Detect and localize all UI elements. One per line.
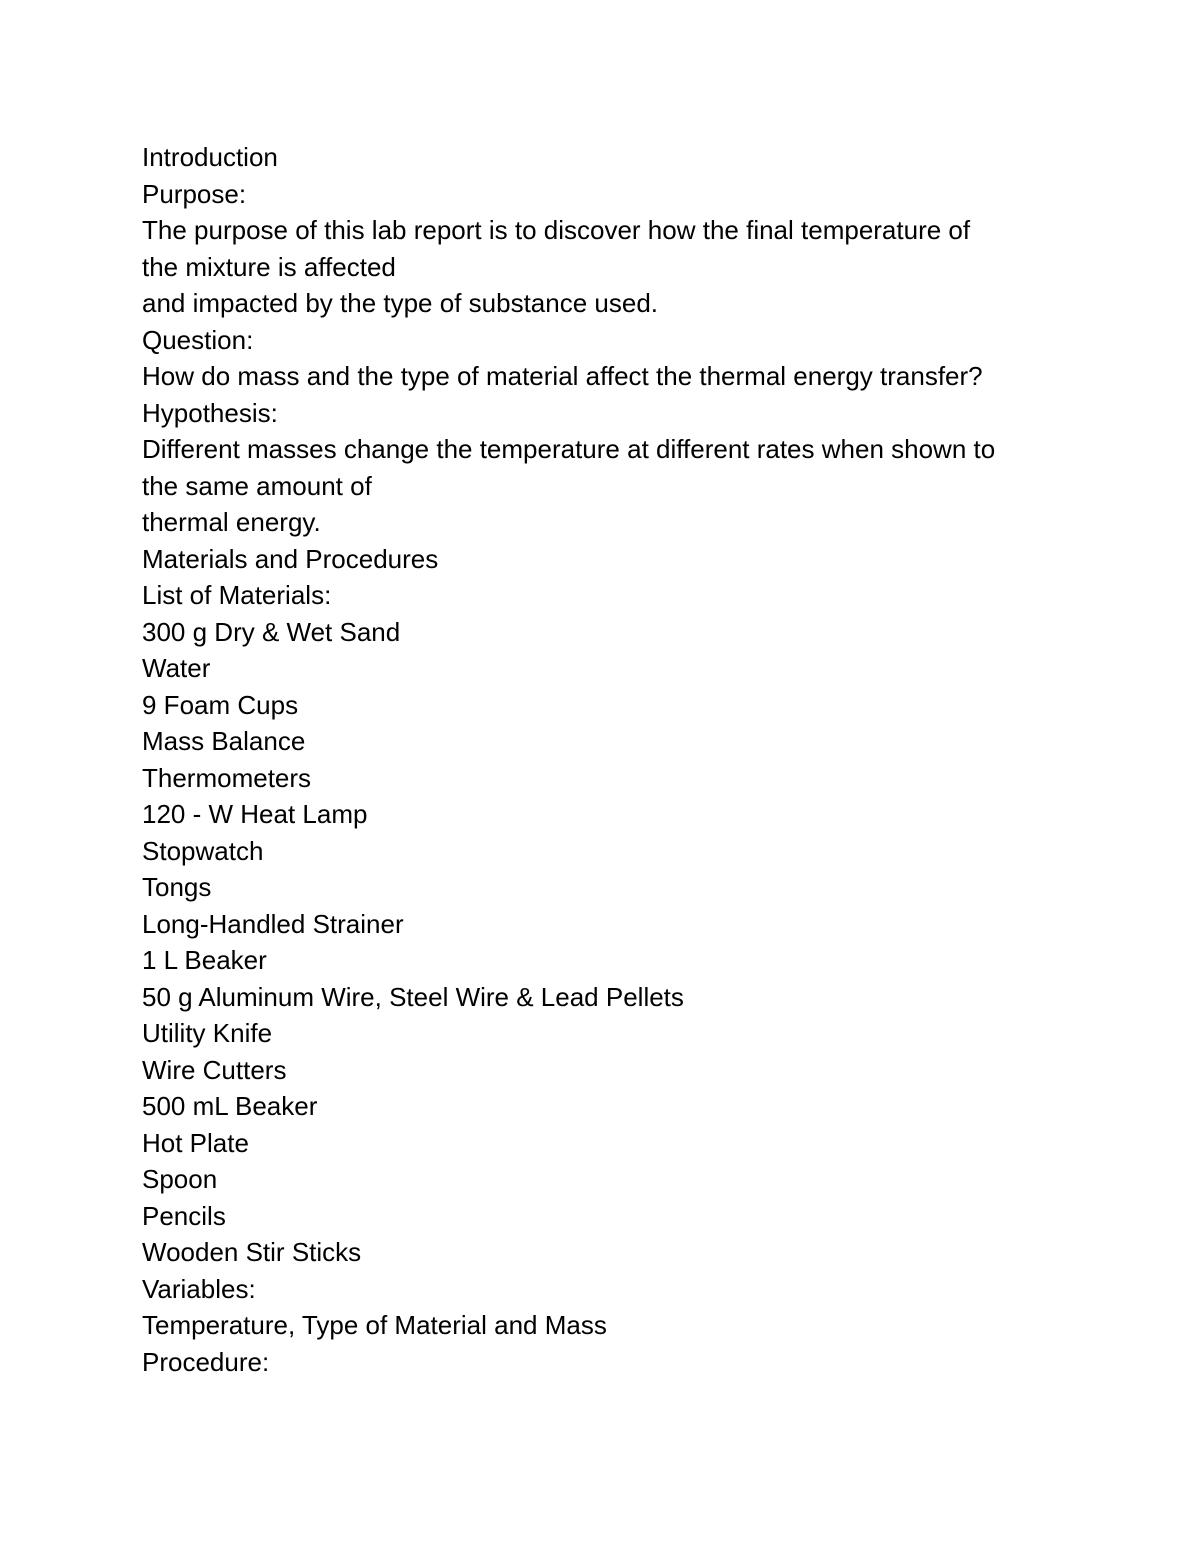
label-purpose: Purpose: — [142, 178, 247, 209]
material-item: 500 mL Beaker — [142, 1091, 318, 1121]
label-question: Question: — [142, 324, 254, 355]
material-item: 120 - W Heat Lamp — [142, 799, 368, 829]
hypothesis-text-line-3: thermal energy. — [142, 507, 321, 537]
material-item: 50 g Aluminum Wire, Steel Wire & Lead Pellets — [142, 981, 684, 1012]
variables-text: Temperature, Type of Material and Mass — [142, 1310, 607, 1340]
material-item: 9 Foam Cups — [142, 689, 299, 720]
material-item: Wire Cutters — [142, 1054, 287, 1085]
label-procedure: Procedure: — [142, 1346, 270, 1377]
material-item: Wooden Stir Sticks — [142, 1237, 362, 1267]
material-item: Spoon — [142, 1164, 218, 1194]
section-heading-introduction: Introduction — [142, 142, 278, 172]
material-item: Thermometers — [142, 762, 312, 793]
material-item: Long-Handled Strainer — [142, 908, 404, 939]
purpose-text-line-1: The purpose of this lab report is to discover how the final temperature of — [142, 215, 971, 245]
material-item: Pencils — [142, 1200, 226, 1231]
purpose-text-line-2: the mixture is affected — [142, 251, 396, 282]
material-item: Stopwatch — [142, 835, 264, 866]
hypothesis-text-line-1: Different masses change the temperature at different rates when shown to — [142, 434, 996, 464]
material-item: Water — [142, 653, 211, 683]
label-variables: Variables: — [142, 1273, 256, 1304]
material-item: 1 L Beaker — [142, 945, 267, 975]
hypothesis-text-line-2: the same amount of — [142, 470, 372, 501]
label-list-of-materials: List of Materials: — [142, 580, 332, 610]
material-item: Mass Balance — [142, 726, 306, 756]
question-text: How do mass and the type of material affect the thermal energy transfer? — [142, 361, 983, 391]
material-item: Hot Plate — [142, 1127, 249, 1158]
label-hypothesis: Hypothesis: — [142, 397, 278, 428]
purpose-text-line-3: and impacted by the type of substance used. — [142, 288, 659, 318]
material-item: Tongs — [142, 872, 212, 902]
document-body — [142, 139, 1062, 1380]
material-item: Utility Knife — [142, 1018, 273, 1048]
section-heading-materials-procedures: Materials and Procedures — [142, 543, 439, 574]
material-item: 300 g Dry & Wet Sand — [142, 616, 401, 647]
